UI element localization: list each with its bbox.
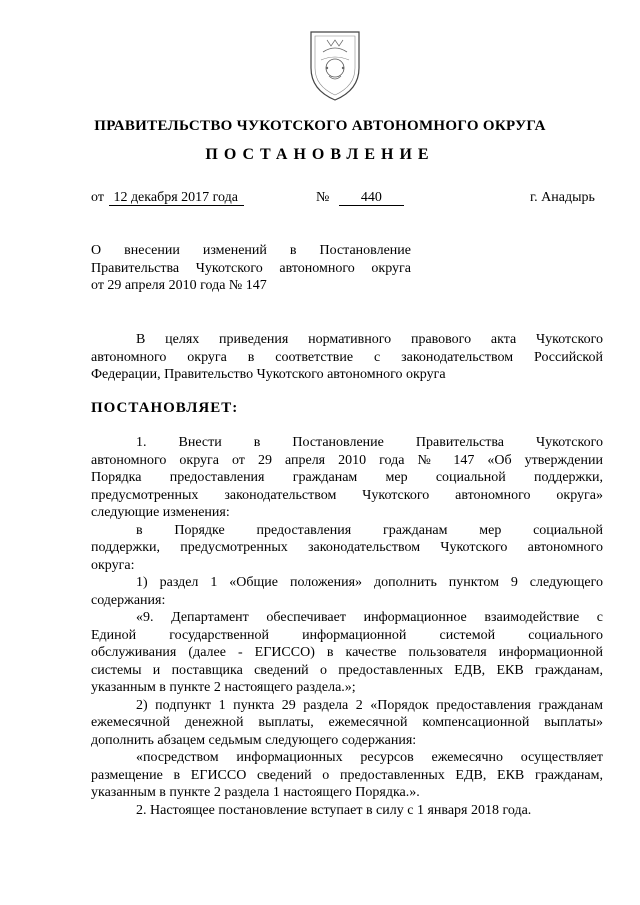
preamble-line: Федерации, Правительство Чукотского автономного округа bbox=[91, 367, 446, 382]
decree-word: ПОСТАНОВЛЯЕТ: bbox=[91, 400, 239, 416]
number-value: 440 bbox=[339, 191, 404, 206]
body-line: содержания: bbox=[91, 592, 166, 608]
number-line bbox=[316, 190, 404, 206]
body-line: 2) подпункт 1 пункта 29 раздела 2 «Порядок предоставления гражданам bbox=[136, 697, 603, 713]
date-prefix: от bbox=[91, 190, 104, 205]
body-line: системы и поставщика сведений о предоставленных ЕДВ, ЕКВ гражданам, bbox=[91, 662, 603, 678]
date-line bbox=[91, 190, 244, 206]
body-line: дополнить абзацем седьмым следующего содержания: bbox=[91, 732, 417, 748]
body-line: в Порядке предоставления гражданам мер социальной bbox=[136, 522, 603, 538]
organization-title: ПРАВИТЕЛЬСТВО ЧУКОТСКОГО АВТОНОМНОГО ОКРУГА bbox=[94, 118, 546, 134]
body-line: 1. Внести в Постановление Правительства Чукотского bbox=[136, 435, 603, 450]
body-line: обслуживания (далее - ЕГИССО) в качестве пользователя информационной bbox=[91, 645, 603, 660]
decree-body bbox=[91, 434, 603, 819]
document-type: ПОСТАНОВЛЕНИЕ bbox=[205, 146, 435, 163]
body-line: поддержки, предусмотренных законодательством Чукотского автономного bbox=[91, 540, 603, 555]
body-line: «9. Департамент обеспечивает информационное взаимодействие с bbox=[136, 610, 603, 625]
body-line: размещение в ЕГИССО сведений о предоставленных ЕДВ, ЕКВ гражданам, bbox=[91, 767, 603, 783]
date-value: 12 декабря 2017 года bbox=[109, 191, 244, 206]
body-line: следующие изменения: bbox=[91, 505, 230, 520]
number-prefix: № bbox=[316, 190, 330, 205]
document-subject bbox=[91, 242, 411, 295]
body-line: автономного округа от 29 апреля 2010 года № 147 «Об утверждении bbox=[91, 452, 603, 468]
body-line: Единой государственной информационной системой социального bbox=[91, 627, 603, 643]
city: г. Анадырь bbox=[530, 190, 595, 205]
preamble-line: В целях приведения нормативного правового акта Чукотского bbox=[136, 332, 603, 347]
preamble bbox=[91, 331, 603, 384]
body-line: предусмотренных законодательством Чукотского автономного округа» bbox=[91, 487, 603, 503]
body-line: указанным в пункте 2 настоящего раздела.»; bbox=[91, 680, 356, 695]
coat-of-arms-icon bbox=[301, 24, 369, 104]
body-line: 1) раздел 1 «Общие положения» дополнить пунктом 9 следующего bbox=[136, 575, 603, 590]
body-line: «посредством информационных ресурсов ежемесячно осуществляет bbox=[136, 750, 603, 765]
body-line: округа: bbox=[91, 557, 135, 573]
body-line: Порядка предоставления гражданам мер социальной поддержки, bbox=[91, 470, 603, 485]
body-line: 2. Настоящее постановление вступает в силу с 1 января 2018 года. bbox=[136, 802, 532, 818]
subject-line: Правительства Чукотского автономного округа bbox=[91, 260, 411, 276]
body-line: указанным в пункте 2 раздела 1 настоящего Порядка.». bbox=[91, 785, 420, 800]
subject-line: О внесении изменений в Постановление bbox=[91, 243, 411, 258]
preamble-line: автономного округа в соответствие с законодательством Российской bbox=[91, 349, 603, 365]
body-line: ежемесячной денежной выплаты, ежемесячной компенсационной выплаты» bbox=[91, 715, 603, 730]
subject-line: от 29 апреля 2010 года № 147 bbox=[91, 278, 267, 293]
